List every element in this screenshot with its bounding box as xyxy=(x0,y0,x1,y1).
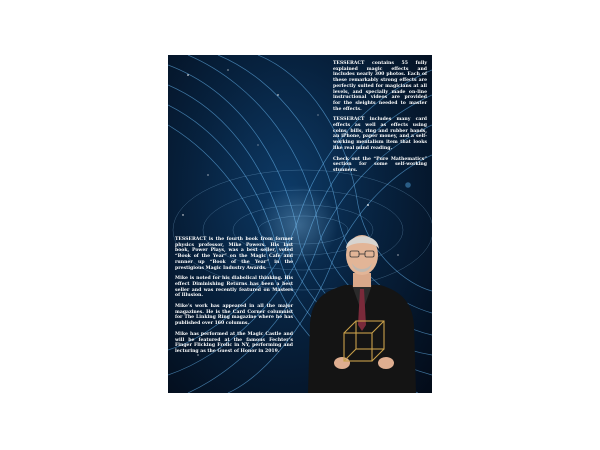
bio-paragraph-4: Mike has performed at the Magic Castle and will be featured at the famous Fechter’s Finger Flicking Frolic in NY, performing and lecturing as the Guest of Honor in 2019. xyxy=(175,331,293,354)
author-photo xyxy=(290,213,430,393)
promo-paragraph-1: TESSERACT contains 55 fully explained magic effects and includes nearly 300 photos. Each of these remarkably strong effects are perfectly suited for magicians at all levels, and specially made on-line instructional videos are provided for the sleights needed to master the effects. xyxy=(333,61,427,112)
bio-paragraph-2: Mike is noted for his diabolical thinking. His effect Diminishing Returns has been a best seller and was recently featured on Masters of Illusion. xyxy=(175,276,293,299)
promo-text-top xyxy=(333,61,427,179)
author-bio xyxy=(175,237,293,360)
book-back-cover xyxy=(168,55,432,393)
promo-paragraph-3: Check out the “Pure Mathematics” section for some self-working stunners. xyxy=(333,156,427,173)
bio-paragraph-1: TESSERACT is the fourth book from former physics professor, Mike Powers. His last book, Power Plays, was a best seller, voted “Book of the Year” on the Magic Cafe and runner up “Book of the Year” in the prestigious Magic Industry Awards. xyxy=(175,237,293,271)
promo-paragraph-2: TESSERACT includes many card effects as well as effects using coins, bills, ring and rubber bands, an iPhone, paper money, and a self-working mentalism item that looks like real mind reading. xyxy=(333,117,427,151)
bio-paragraph-3: Mike’s work has appeared in all the major magazines. He is the Card Corner columnist for The Linking Ring magazine where he has published over 160 columns. xyxy=(175,304,293,327)
